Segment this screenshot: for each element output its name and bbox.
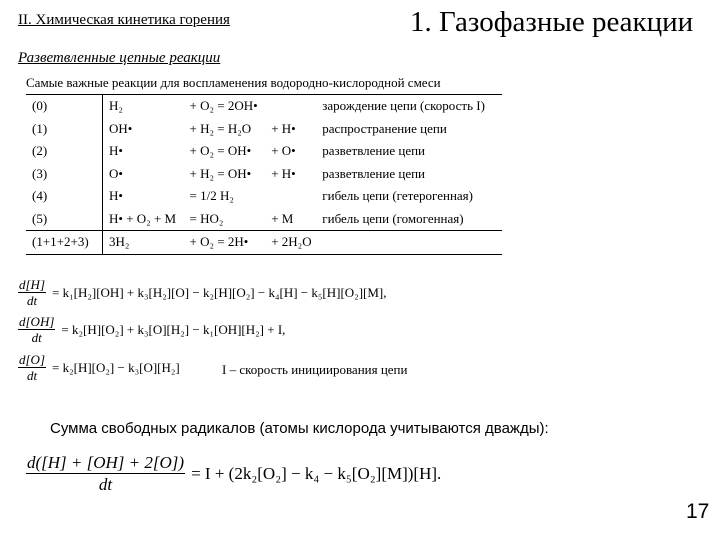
slide-title: 1. Газофазные реакции	[410, 6, 694, 38]
equation-rhs: = k₂[H][O₂] + k₃[O][H₂] − k₁[OH][H₂] + I,	[61, 321, 286, 337]
equation-rhs: = k₂[H][O₂] − k₃[O][H₂]	[52, 359, 180, 375]
table-row	[26, 140, 502, 163]
description-cell: зарождение цепи (скорость I)	[316, 95, 502, 118]
fraction-numerator: d[O]	[19, 352, 46, 367]
equation-cell: + O₂ = OH•	[189, 143, 252, 159]
product-cell: + H•	[271, 165, 296, 181]
table-row-summary	[26, 231, 502, 255]
equation-h-rate	[18, 277, 387, 308]
reactant-cell: H• + O₂ + M	[103, 208, 184, 231]
equation-cell: = 1/2 H₂	[189, 188, 234, 204]
subtitle: Разветвленные цепные реакции	[18, 50, 221, 66]
product-cell	[265, 95, 316, 118]
derivative-fraction	[26, 452, 185, 495]
equation-cell: + O₂ = 2H•	[184, 231, 266, 255]
equation-cell: + H₂ = H₂O	[189, 120, 252, 136]
section-header: II. Химическая кинетика горения	[18, 12, 230, 28]
description-cell: распространение цепи	[322, 120, 447, 136]
fraction-numerator: d([H] + [OH] + 2[O])	[27, 453, 185, 472]
description-cell: разветвление цепи	[322, 143, 425, 159]
reactant-cell: H•	[109, 188, 123, 204]
fraction-numerator: d[H]	[19, 277, 46, 292]
description-cell: гибель цепи (гетерогенная)	[322, 188, 473, 204]
description-cell: гибель цепи (гомогенная)	[316, 208, 502, 231]
initiation-rate-note: I – скорость инициирования цепи	[222, 362, 408, 377]
reactant-cell: OH•	[109, 120, 133, 136]
sum-caption: Сумма свободных радикалов (атомы кислорода учитываются дважды):	[50, 420, 549, 437]
fraction-denominator: dt	[26, 293, 38, 308]
derivative-fraction	[18, 314, 55, 345]
table-row	[26, 163, 502, 186]
equation-rhs: = I + (2k₂[O₂] − k₄ − k₅[O₂][M])[H].	[191, 463, 442, 483]
reaction-number: (3)	[26, 163, 103, 186]
reactant-cell: H•	[109, 143, 123, 159]
equation-oh-rate	[18, 314, 285, 345]
equation-radical-sum	[26, 452, 441, 495]
product-cell: + O•	[271, 143, 296, 159]
product-cell: + 2H₂O	[265, 231, 316, 255]
derivative-fraction	[18, 277, 46, 308]
equation-cell: + H₂ = OH•	[189, 165, 252, 181]
product-cell: + M	[265, 208, 316, 231]
product-cell	[265, 185, 316, 208]
derivative-fraction	[18, 352, 46, 383]
reactant-cell: 3H₂	[103, 231, 184, 255]
reaction-number: (4)	[26, 185, 103, 208]
description-cell: разветвление цепи	[322, 165, 425, 181]
reaction-table	[26, 94, 502, 255]
reaction-number: (1)	[26, 118, 103, 141]
fraction-denominator: dt	[26, 368, 38, 383]
reaction-number: (1+1+2+3)	[26, 231, 103, 255]
table-row	[26, 95, 502, 118]
page-number: 17	[686, 500, 710, 523]
equation-rhs: = k₁[H₂][OH] + k₃[H₂][O] − k₂[H][O₂] − k₄[H] − k₅[H][O₂][M],	[52, 284, 387, 300]
description-cell	[316, 231, 502, 255]
reactant-cell: O•	[109, 165, 123, 181]
equation-cell: = HO₂	[184, 208, 266, 231]
reaction-number: (2)	[26, 140, 103, 163]
reaction-number: (0)	[26, 95, 103, 118]
equation-o-rate	[18, 352, 180, 383]
fraction-denominator: dt	[98, 475, 113, 494]
fraction-denominator: dt	[31, 330, 42, 345]
equation-cell: + O₂ = 2OH•	[184, 95, 266, 118]
table-row	[26, 185, 502, 208]
fraction-numerator: d[OH]	[19, 314, 55, 329]
product-cell: + H•	[271, 120, 296, 136]
reaction-number: (5)	[26, 208, 103, 231]
reactant-cell: H₂	[103, 95, 184, 118]
table-row	[26, 118, 502, 141]
table-row	[26, 208, 502, 231]
table-caption: Самые важные реакции для воспламенения водородно-кислородной смеси	[26, 75, 441, 90]
